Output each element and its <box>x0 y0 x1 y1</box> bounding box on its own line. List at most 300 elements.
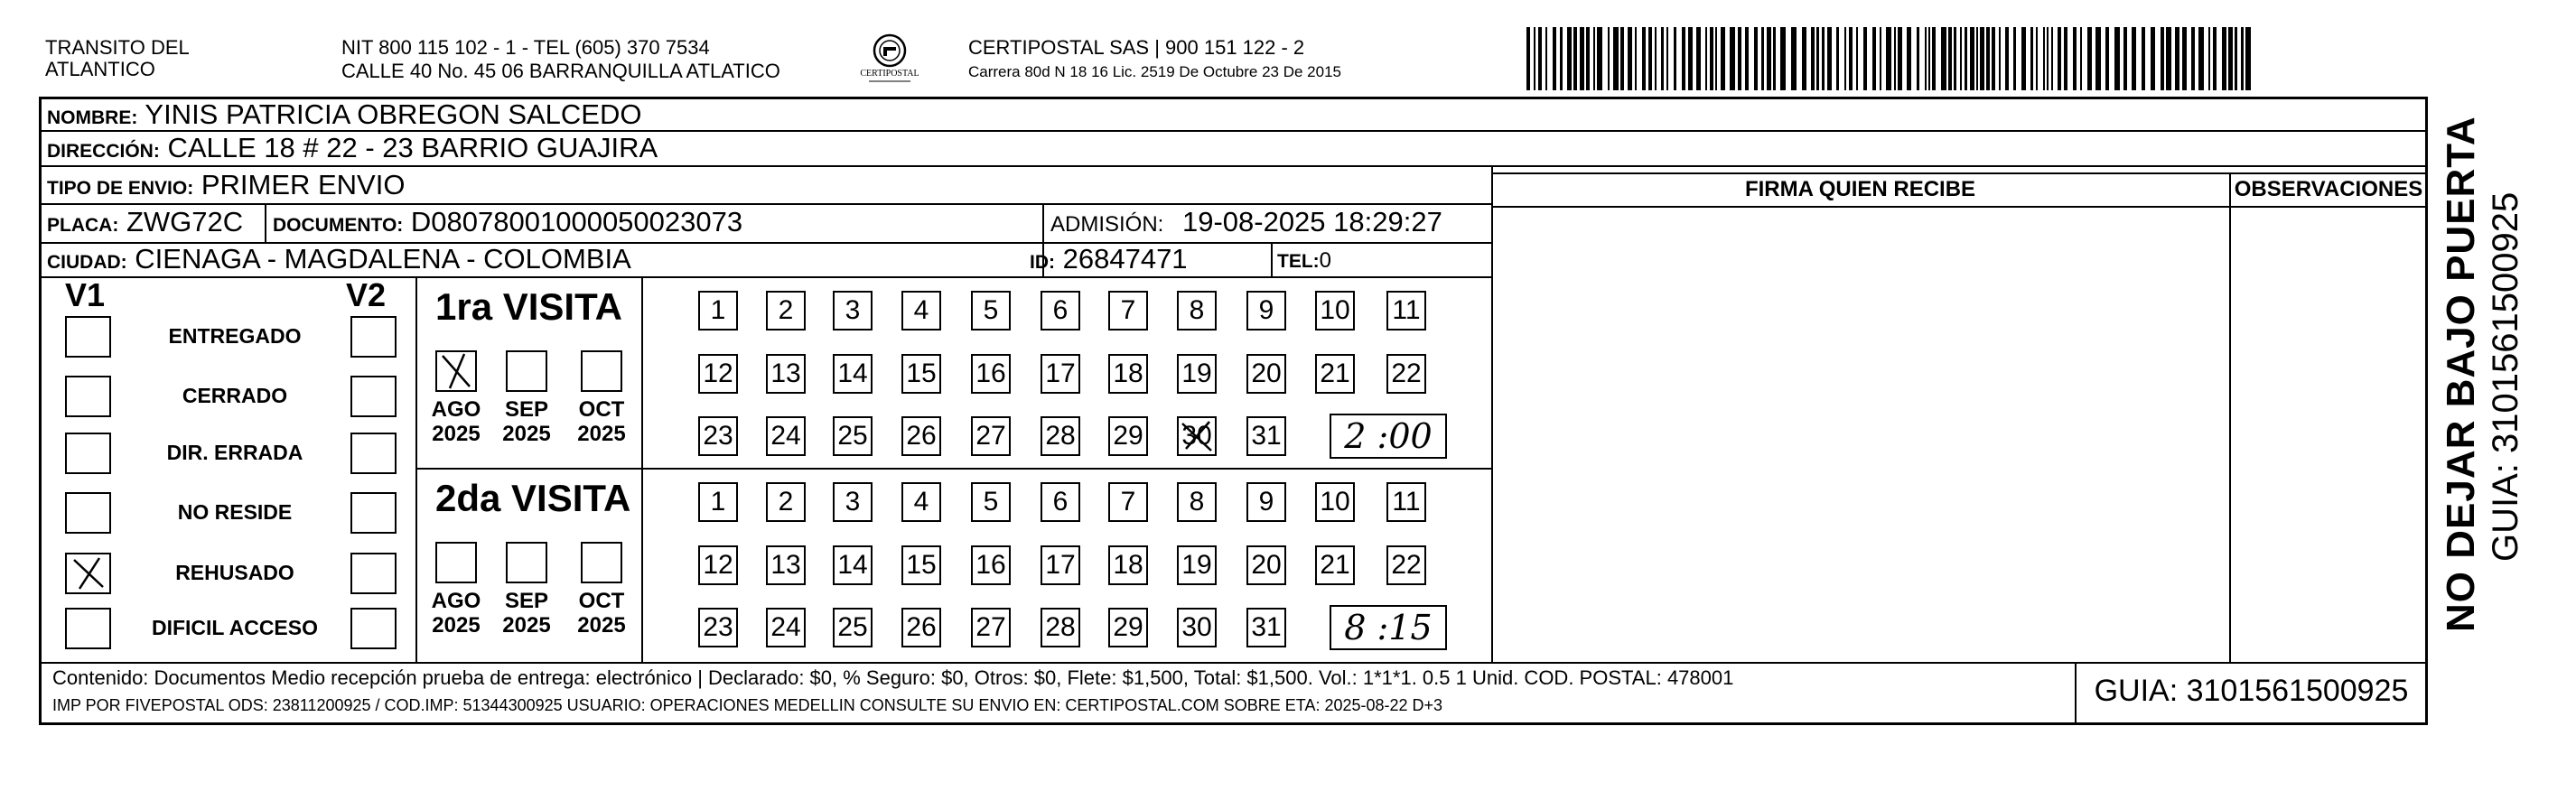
day-number: 21 <box>1320 550 1350 580</box>
barcode-bar <box>1580 27 1584 90</box>
barcode-bar <box>2151 27 2155 90</box>
day-number: 10 <box>1320 487 1350 517</box>
day-box[interactable] <box>766 482 806 522</box>
day-box[interactable] <box>1315 545 1355 585</box>
visit-divider <box>415 468 1491 470</box>
day-number: 6 <box>1052 295 1069 325</box>
status-v2-checkbox[interactable] <box>350 316 397 358</box>
col-divider <box>1491 165 1493 662</box>
day-number: 6 <box>1052 487 1069 517</box>
day-box[interactable] <box>1246 545 1286 585</box>
org-address: CALLE 40 No. 45 06 BARRANQUILLA ATLATICO <box>341 60 780 82</box>
day-box[interactable] <box>698 354 738 394</box>
barcode-bar <box>1992 27 1995 90</box>
day-box[interactable] <box>766 354 806 394</box>
day-number: 29 <box>1113 612 1143 642</box>
month-year: 2025 <box>432 613 481 638</box>
day-box[interactable] <box>766 608 806 647</box>
placa-row <box>47 207 243 241</box>
day-box[interactable] <box>971 291 1011 331</box>
barcode-bar <box>2043 27 2045 90</box>
barcode-bar <box>1970 27 1974 90</box>
day-box[interactable] <box>901 291 941 331</box>
day-number: 17 <box>1045 358 1076 388</box>
placa-value: ZWG72C <box>126 206 244 237</box>
v1-label: V1 <box>65 276 106 313</box>
day-number: 9 <box>1258 487 1274 517</box>
day-number: 11 <box>1392 295 1421 325</box>
day-number: 16 <box>975 358 1006 388</box>
day-number: 10 <box>1320 295 1350 325</box>
barcode-bar <box>1608 27 1610 90</box>
barcode-bar <box>1863 27 1867 90</box>
barcode-bar <box>1730 27 1735 90</box>
barcode-bar <box>2191 27 2195 90</box>
barcode-bar <box>1856 27 1858 90</box>
day-box[interactable] <box>833 545 873 585</box>
day-box[interactable] <box>1386 354 1426 394</box>
day-number: 22 <box>1391 550 1422 580</box>
barcode-bar <box>1745 27 1749 90</box>
day-box[interactable] <box>1041 482 1080 522</box>
day-box[interactable] <box>1041 291 1080 331</box>
barcode-bar <box>1738 27 1741 90</box>
month-label <box>570 589 633 638</box>
barcode-bar <box>1613 27 1619 90</box>
org-nit: NIT 800 115 102 - 1 - TEL (605) 370 7534 <box>341 36 710 59</box>
month-name: SEP <box>504 397 549 422</box>
barcode-bar <box>1811 27 1815 90</box>
barcode-bar <box>1932 27 1936 90</box>
tipo-envio-value: PRIMER ENVIO <box>201 169 406 200</box>
barcode-bar <box>2036 27 2038 90</box>
barcode-bar <box>1620 27 1624 90</box>
barcode-bar <box>1593 27 1595 90</box>
day-number: 27 <box>975 421 1006 451</box>
barcode-bar <box>2058 27 2061 90</box>
direccion-row <box>47 133 658 167</box>
col-divider <box>415 276 417 662</box>
company-name: CERTIPOSTAL SAS | 900 151 122 - 2 <box>968 36 1305 59</box>
visit-title: 1ra VISITA <box>435 285 622 328</box>
barcode-bar <box>1534 27 1535 90</box>
day-number: 3 <box>845 487 861 517</box>
barcode-bar <box>1560 27 1563 90</box>
status-label: DIFICIL ACCESO <box>151 616 318 639</box>
barcode-bar <box>2222 27 2226 90</box>
status-label: DIR. ERRADA <box>166 441 303 464</box>
day-box[interactable] <box>1386 291 1426 331</box>
day-box[interactable] <box>833 482 873 522</box>
day-box[interactable] <box>1177 608 1217 647</box>
footer-contenido: Contenido: Documentos Medio recepción prueba de entrega: electrónico | Declarado: $0, % Seguro: $0, Otros: $0, Flete: $1,500, Total: $1,500. Vol.: 1*1*1. 0.5 1 Unid. COD. POSTAL: 478001 <box>52 666 1734 689</box>
status-v2-checkbox[interactable] <box>350 376 397 417</box>
status-v2-checkbox[interactable] <box>350 492 397 534</box>
day-number: 13 <box>770 358 801 388</box>
company-address: Carrera 80d N 18 16 Lic. 2519 De Octubre 23 De 2015 <box>968 63 1341 80</box>
id-value: 26847471 <box>1062 243 1188 275</box>
tipo-envio-label: TIPO DE ENVIO: <box>47 178 194 199</box>
barcode-bar <box>2208 27 2210 90</box>
day-box[interactable] <box>1246 482 1286 522</box>
col-divider <box>1271 242 1273 276</box>
barcode-bar <box>2105 27 2109 90</box>
barcode-bar <box>1880 27 1881 90</box>
month-year: 2025 <box>577 613 626 638</box>
day-number: 4 <box>913 295 929 325</box>
day-box[interactable] <box>1041 354 1080 394</box>
day-box[interactable] <box>971 545 1011 585</box>
barcode-bar <box>1965 27 1967 90</box>
day-box[interactable] <box>1108 416 1148 456</box>
month-name: OCT <box>578 589 625 613</box>
day-number: 19 <box>1181 358 1212 388</box>
day-number: 15 <box>906 550 937 580</box>
barcode-bar <box>1907 27 1911 90</box>
day-box[interactable] <box>1246 608 1286 647</box>
barcode <box>1526 27 2254 90</box>
footer-divider <box>39 662 2428 664</box>
tel-value: 0 <box>1319 248 1332 273</box>
day-box[interactable] <box>901 545 941 585</box>
status-v2-checkbox[interactable] <box>350 608 397 649</box>
day-box[interactable] <box>1177 354 1217 394</box>
day-box[interactable] <box>971 354 1011 394</box>
barcode-bar <box>2095 27 2101 90</box>
status-label: REHUSADO <box>175 561 294 584</box>
day-box[interactable] <box>766 545 806 585</box>
barcode-bar <box>1980 27 1984 90</box>
ciudad-label: CIUDAD: <box>47 252 127 273</box>
barcode-bar <box>2021 27 2026 90</box>
barcode-bar <box>1721 27 1725 90</box>
v2-label: V2 <box>346 276 387 313</box>
col-divider <box>265 203 266 242</box>
documento-row <box>273 207 742 241</box>
day-number: 18 <box>1113 358 1143 388</box>
barcode-bar <box>1761 27 1764 90</box>
day-box[interactable] <box>971 608 1011 647</box>
barcode-bar <box>1773 27 1776 90</box>
day-number: 7 <box>1120 487 1136 517</box>
barcode-bar <box>1928 27 1930 90</box>
month-name: OCT <box>578 397 625 422</box>
day-number: 30 <box>1181 421 1212 451</box>
month-label <box>495 397 558 446</box>
barcode-bar <box>2051 27 2053 90</box>
org-name-line2: ATLANTICO <box>45 58 155 80</box>
id-label: ID: <box>1030 252 1055 273</box>
col-divider <box>641 276 643 662</box>
day-number: 12 <box>703 550 733 580</box>
day-number: 3 <box>845 295 861 325</box>
direccion-label: DIRECCIÓN: <box>47 141 160 162</box>
day-number: 22 <box>1391 358 1422 388</box>
row-divider <box>1491 206 2428 208</box>
barcode-bar <box>1844 27 1846 90</box>
barcode-bar <box>1802 27 1806 90</box>
barcode-bar <box>1767 27 1771 90</box>
month-year: 2025 <box>502 613 551 638</box>
day-box[interactable] <box>1041 545 1080 585</box>
day-number: 21 <box>1320 358 1350 388</box>
day-box[interactable] <box>1041 608 1080 647</box>
day-box[interactable] <box>833 291 873 331</box>
status-label: ENTREGADO <box>168 324 302 348</box>
ciudad-value: CIENAGA - MAGDALENA - COLOMBIA <box>135 243 631 275</box>
barcode-bar <box>2030 27 2033 90</box>
day-number: 31 <box>1251 612 1282 642</box>
status-v2-checkbox[interactable] <box>350 433 397 474</box>
day-number: 24 <box>770 421 801 451</box>
day-box[interactable] <box>1177 291 1217 331</box>
day-box[interactable] <box>1108 545 1148 585</box>
barcode-bar <box>1836 27 1839 90</box>
barcode-bar <box>1586 27 1590 90</box>
month-checkbox[interactable] <box>435 542 477 583</box>
barcode-bar <box>1655 27 1657 90</box>
barcode-bar <box>1526 27 1530 90</box>
day-number: 27 <box>975 612 1006 642</box>
day-number: 19 <box>1181 550 1212 580</box>
tel-row <box>1277 246 1331 277</box>
status-v2-checkbox[interactable] <box>350 553 397 594</box>
day-number: 24 <box>770 612 801 642</box>
admision-value: 19-08-2025 18:29:27 <box>1181 206 1442 237</box>
day-box[interactable] <box>901 482 941 522</box>
day-number: 2 <box>778 487 794 517</box>
barcode-bar <box>2182 27 2187 90</box>
barcode-bar <box>1642 27 1646 90</box>
row-divider <box>1491 172 2428 174</box>
barcode-bar <box>2142 27 2145 90</box>
barcode-bar <box>2005 27 2009 90</box>
barcode-bar <box>1567 27 1572 90</box>
day-number: 25 <box>837 612 868 642</box>
barcode-bar <box>1553 27 1556 90</box>
day-box[interactable] <box>901 354 941 394</box>
barcode-bar <box>2245 27 2251 90</box>
day-box[interactable] <box>698 545 738 585</box>
day-box[interactable] <box>1108 482 1148 522</box>
time-field[interactable]: 2 :00 <box>1330 414 1447 459</box>
barcode-bar <box>1827 27 1832 90</box>
day-number: 5 <box>983 295 999 325</box>
barcode-bar <box>1597 27 1602 90</box>
barcode-bar <box>2198 27 2204 90</box>
barcode-bar <box>2241 27 2244 90</box>
side-warning: NO DEJAR BAJO PUERTA <box>2439 116 2483 632</box>
barcode-bar <box>1661 27 1664 90</box>
barcode-bar <box>1917 27 1919 90</box>
day-number: 31 <box>1251 421 1282 451</box>
day-box[interactable] <box>1386 482 1426 522</box>
day-box[interactable] <box>698 482 738 522</box>
day-number: 17 <box>1045 550 1076 580</box>
day-box[interactable] <box>901 608 941 647</box>
barcode-bar <box>2166 27 2171 90</box>
barcode-bar <box>1705 27 1707 90</box>
day-box[interactable] <box>971 416 1011 456</box>
day-box[interactable] <box>901 416 941 456</box>
documento-label: DOCUMENTO: <box>273 215 404 236</box>
time-field[interactable]: 8 :15 <box>1330 605 1447 650</box>
barcode-bar <box>1999 27 2001 90</box>
barcode-bar <box>1986 27 1990 90</box>
day-box[interactable] <box>1246 354 1286 394</box>
barcode-bar <box>1573 27 1577 90</box>
barcode-bar <box>1715 27 1717 90</box>
day-number: 28 <box>1045 421 1076 451</box>
day-box[interactable] <box>1108 291 1148 331</box>
barcode-bar <box>1628 27 1632 90</box>
day-number: 7 <box>1120 295 1136 325</box>
day-box[interactable] <box>1246 291 1286 331</box>
barcode-bar <box>1872 27 1876 90</box>
barcode-bar <box>1688 27 1693 90</box>
nombre-value: YINIS PATRICIA OBREGON SALCEDO <box>145 98 642 130</box>
barcode-bar <box>1849 27 1853 90</box>
barcode-bar <box>1791 27 1797 90</box>
guia-box: GUIA: 3101561500925 <box>2094 674 2409 708</box>
check-mark-icon <box>437 352 474 389</box>
barcode-bar <box>2064 27 2067 90</box>
month-label <box>425 397 488 446</box>
admision-label: ADMISIÓN: <box>1050 212 1164 237</box>
barcode-bar <box>1648 27 1652 90</box>
status-label: CERRADO <box>182 384 288 407</box>
day-number: 15 <box>906 358 937 388</box>
barcode-bar <box>2161 27 2164 90</box>
day-number: 13 <box>770 550 801 580</box>
direccion-value: CALLE 18 # 22 - 23 BARRIO GUAJIRA <box>167 132 658 163</box>
day-box[interactable] <box>1315 354 1355 394</box>
barcode-bar <box>1682 27 1685 90</box>
day-number: 29 <box>1113 421 1143 451</box>
barcode-bar <box>1822 27 1825 90</box>
barcode-bar <box>2013 27 2016 90</box>
barcode-bar <box>2087 27 2092 90</box>
day-number: 20 <box>1251 550 1282 580</box>
day-number: 9 <box>1258 295 1274 325</box>
day-number: 16 <box>975 550 1006 580</box>
day-number: 26 <box>906 421 937 451</box>
day-number: 4 <box>913 487 929 517</box>
placa-label: PLACA: <box>47 215 119 236</box>
day-number: 30 <box>1181 612 1212 642</box>
barcode-bar <box>2080 27 2082 90</box>
month-checkbox[interactable] <box>581 542 622 583</box>
day-number: 23 <box>703 421 733 451</box>
day-number: 8 <box>1189 487 1205 517</box>
month-year: 2025 <box>432 422 481 446</box>
barcode-bar <box>1754 27 1758 90</box>
day-number: 12 <box>703 358 733 388</box>
barcode-bar <box>1954 27 1956 90</box>
col-divider <box>2229 172 2231 662</box>
month-label <box>425 589 488 638</box>
nombre-label: NOMBRE: <box>47 107 138 128</box>
day-box[interactable] <box>766 416 806 456</box>
day-box[interactable] <box>698 608 738 647</box>
month-checkbox[interactable] <box>506 542 547 583</box>
month-label <box>570 397 633 446</box>
barcode-bar <box>1545 27 1547 90</box>
month-checkbox[interactable] <box>506 350 547 392</box>
day-number: 11 <box>1392 487 1421 517</box>
month-name: SEP <box>504 589 549 613</box>
day-box[interactable] <box>1177 545 1217 585</box>
barcode-bar <box>1960 27 1962 90</box>
barcode-bar <box>1696 27 1701 90</box>
documento-value: D08078001000050023073 <box>410 206 743 237</box>
day-box[interactable] <box>833 416 873 456</box>
barcode-bar <box>1635 27 1637 90</box>
barcode-bar <box>1894 27 1896 90</box>
certipostal-logo <box>849 31 930 87</box>
barcode-bar <box>1710 27 1713 90</box>
day-box[interactable] <box>1177 482 1217 522</box>
day-box[interactable] <box>1108 354 1148 394</box>
day-box[interactable] <box>1315 482 1355 522</box>
logo-text: CERTIPOSTAL <box>860 69 919 79</box>
day-box[interactable] <box>1108 608 1148 647</box>
tel-label: TEL: <box>1277 251 1320 272</box>
barcode-bar <box>1925 27 1927 90</box>
admision-row <box>1050 207 1442 240</box>
side-guia: GUIA: 3101561500925 <box>2486 191 2525 562</box>
day-box[interactable] <box>1177 416 1217 456</box>
day-number: 8 <box>1189 295 1205 325</box>
day-box[interactable] <box>1246 416 1286 456</box>
month-checkbox[interactable] <box>581 350 622 392</box>
barcode-bar <box>2047 27 2049 90</box>
day-box[interactable] <box>698 291 738 331</box>
tipo-envio-row <box>47 170 405 204</box>
day-box[interactable] <box>1041 416 1080 456</box>
day-number: 23 <box>703 612 733 642</box>
day-box[interactable] <box>1386 545 1426 585</box>
barcode-bar <box>1780 27 1786 90</box>
day-number: 14 <box>837 550 868 580</box>
day-box[interactable] <box>833 608 873 647</box>
barcode-bar <box>1538 27 1542 90</box>
day-number: 28 <box>1045 612 1076 642</box>
day-box[interactable] <box>971 482 1011 522</box>
month-year: 2025 <box>577 422 626 446</box>
barcode-bar <box>1674 27 1676 90</box>
barcode-bar <box>2114 27 2120 90</box>
barcode-bar <box>1941 27 1946 90</box>
month-checkbox[interactable] <box>435 350 477 392</box>
barcode-bar <box>2073 27 2077 90</box>
day-box[interactable] <box>766 291 806 331</box>
observaciones-header: OBSERVACIONES <box>2234 177 2423 201</box>
day-number: 2 <box>778 295 794 325</box>
day-box[interactable] <box>1315 291 1355 331</box>
day-number: 1 <box>710 295 726 325</box>
barcode-bar <box>2175 27 2179 90</box>
day-box[interactable] <box>698 416 738 456</box>
visit-title: 2da VISITA <box>435 477 631 519</box>
day-box[interactable] <box>833 354 873 394</box>
footer-imp: IMP POR FIVEPOSTAL ODS: 23811200925 / COD.IMP: 51344300925 USUARIO: OPERACIONES MEDELLIN CONSULTE SU ENVIO EN: CERTIPOSTAL.COM SOBRE ETA: 2025-08-22 D+3 <box>52 696 1443 714</box>
status-label: NO RESIDE <box>177 500 293 524</box>
barcode-bar <box>2123 27 2127 90</box>
barcode-bar <box>1898 27 1902 90</box>
barcode-bar <box>1816 27 1819 90</box>
nombre-row <box>47 99 641 134</box>
